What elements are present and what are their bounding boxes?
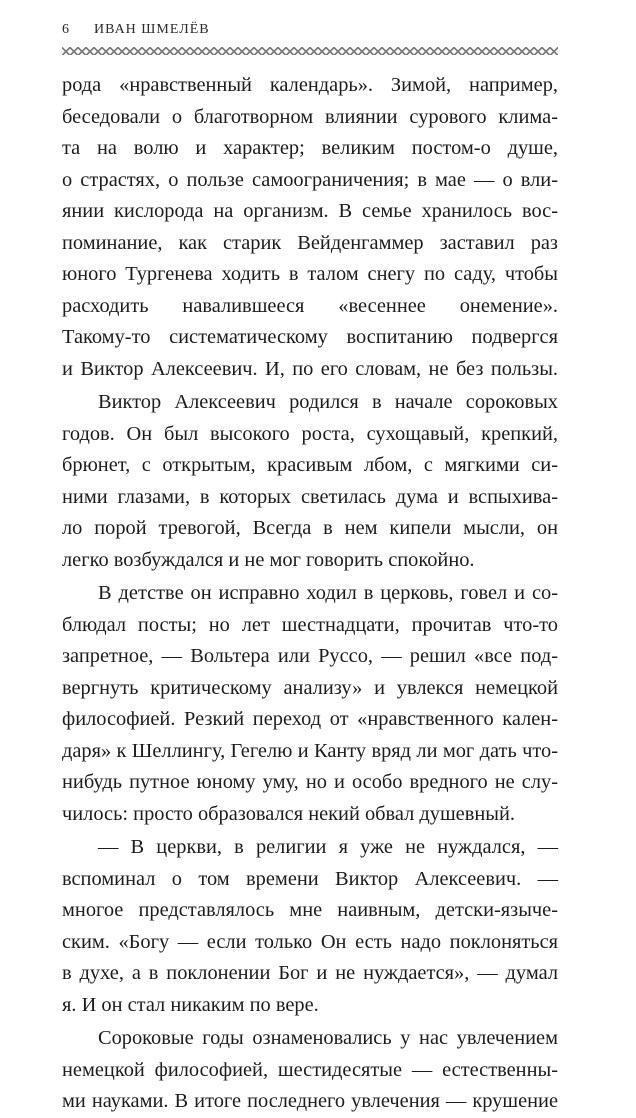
text-line: В детстве он исправно ходил в церковь, говел и со- bbox=[98, 582, 558, 604]
text-body bbox=[62, 70, 558, 1118]
text-line: нибудь путное юному уму, но и особо вредного не слу- bbox=[62, 771, 558, 793]
text-line: о страстях, о пользе самоограничения; в мае — о вли- bbox=[62, 168, 558, 191]
text-line: Сороковые годы ознаменовались у нас увлечением bbox=[98, 1027, 558, 1049]
text-line: ними глазами, в которых светилась дума и вспыхива- bbox=[62, 485, 558, 508]
text-line: расходить навалившееся «весеннее онемение». bbox=[62, 294, 558, 317]
text-line: вергнуть критическому анализу» и увлекся немецкой bbox=[62, 676, 558, 699]
paragraph bbox=[62, 1023, 558, 1118]
text-line: и Виктор Алексеевич. И, по его словам, не без пользы. bbox=[62, 357, 558, 380]
running-title: ИВАН ШМЕЛЁВ bbox=[94, 22, 210, 37]
text-line: брюнет, с открытым, красивым лбом, с мягкими си- bbox=[62, 454, 558, 476]
text-line: немецкой философией, шестидесятые — естественны- bbox=[62, 1058, 558, 1081]
text-line: вспоминал о том времени Виктор Алексеевич. — bbox=[62, 867, 558, 890]
text-line: та на волю и характер; великим постом-о душе, bbox=[62, 137, 558, 159]
text-line: запретное, — Вольтера или Руссо, — решил «все под- bbox=[62, 645, 558, 667]
paragraph bbox=[62, 578, 558, 830]
paragraph bbox=[62, 70, 558, 385]
text-line: ло порой тревогой, Всегда в нем кипели мысли, он bbox=[62, 517, 558, 539]
page-number: 6 bbox=[62, 22, 70, 37]
text-line: годов. Он был высокого роста, сухощавый, крепкий, bbox=[62, 422, 558, 445]
text-line: легко возбуждался и не мог говорить спокойно. bbox=[62, 548, 475, 571]
text-line: блюдал посты; но лет шестнадцати, прочитав что-то bbox=[62, 613, 558, 636]
text-line: чилось: просто образовался некий обвал душевный. bbox=[62, 802, 515, 825]
ornamental-divider bbox=[62, 47, 558, 55]
text-line: янии кислорода на организм. В семье хранилось вос- bbox=[62, 200, 558, 222]
paragraph bbox=[62, 832, 558, 1021]
text-line: Виктор Алексеевич родился в начале сороковых bbox=[98, 391, 558, 413]
text-line: философией. Резкий переход от «нравственного кален- bbox=[62, 708, 558, 730]
text-line: — В церкви, в религии я уже не нуждался, — bbox=[98, 836, 558, 858]
running-header bbox=[62, 22, 558, 42]
text-line: многое представлялось мне наивным, детски-языче- bbox=[62, 899, 558, 921]
text-line: ским. «Богу — если только Он есть надо поклоняться bbox=[62, 930, 558, 953]
text-line: поминание, как старик Вейденгаммер заставил раз bbox=[62, 231, 558, 254]
text-line: рода «нравственный календарь». Зимой, например, bbox=[62, 74, 558, 96]
text-line: Такому-то систематическому воспитанию подвергся bbox=[62, 326, 558, 348]
text-line: юного Тургенева ходить в талом снегу по саду, чтобы bbox=[62, 263, 558, 285]
text-line: в духе, а в поклонении Бог и не нуждается», — думал bbox=[62, 962, 558, 984]
text-line: я. И он стал никаким по вере. bbox=[62, 993, 319, 1016]
text-line: беседовали о благотворном влиянии сурового клима- bbox=[62, 105, 558, 128]
text-line: ми науками. В итоге последнего увлечения — крушение bbox=[62, 1090, 558, 1112]
paragraph bbox=[62, 387, 558, 576]
text-line: даря» к Шеллингу, Гегелю и Канту вряд ли мог дать что- bbox=[62, 739, 558, 762]
